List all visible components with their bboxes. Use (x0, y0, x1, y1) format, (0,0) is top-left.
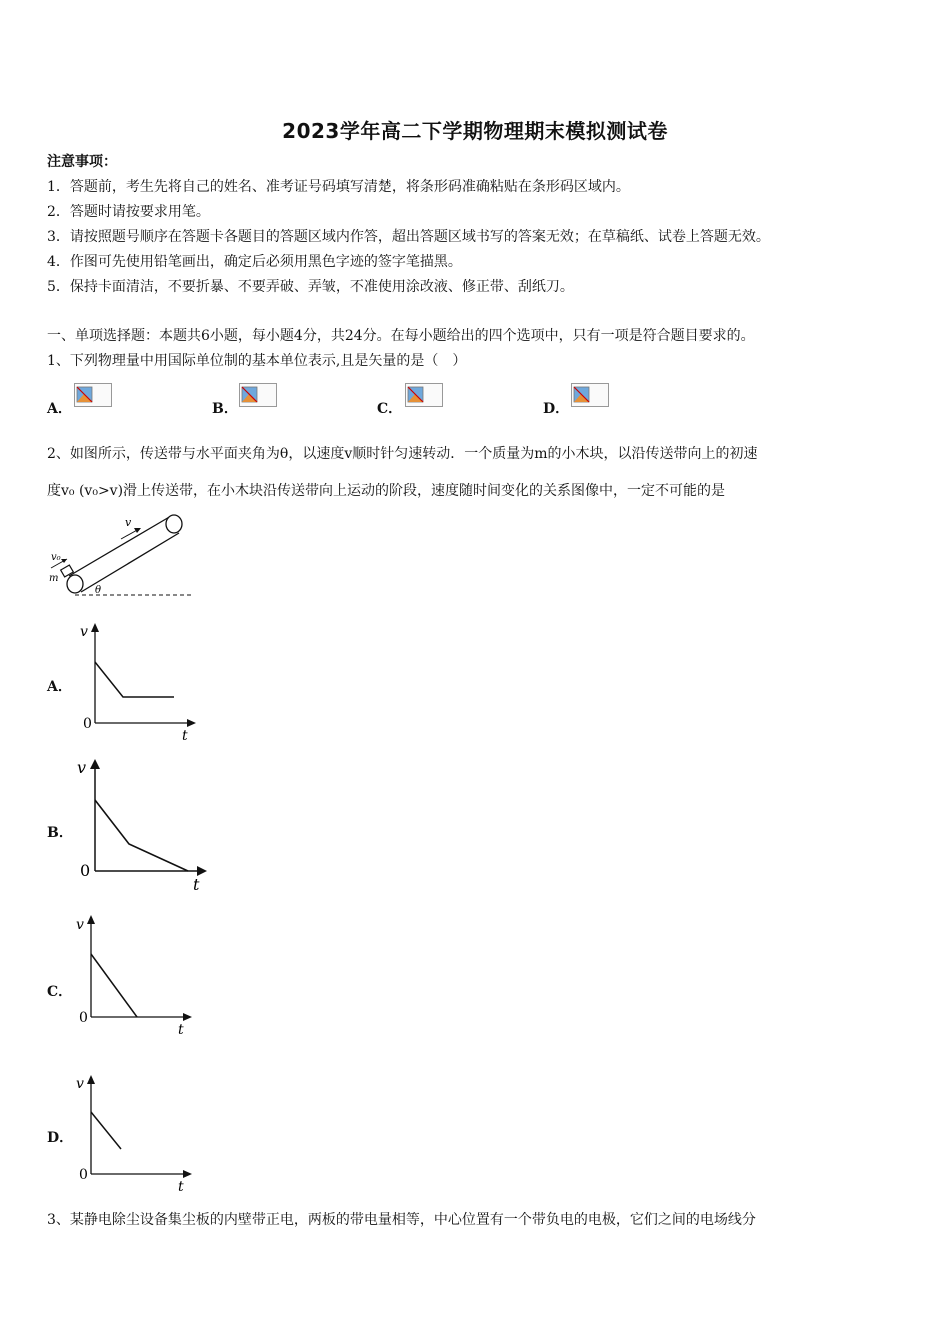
velocity-curve (95, 800, 188, 871)
x-label: t (193, 875, 200, 892)
y-label: v (76, 917, 84, 933)
x-label: t (182, 728, 188, 742)
origin-label: 0 (80, 861, 91, 880)
velocity-curve (91, 954, 137, 1017)
belt-top-edge (69, 516, 171, 576)
broken-image-icon (405, 383, 443, 407)
graph-b (76, 756, 212, 892)
q2-option-c-label: C． (47, 984, 73, 1000)
page-title: 2023学年高二下学期物理期末模拟测试卷 (282, 119, 668, 143)
question-3-stem: 3、某静电除尘设备集尘板的内壁带正电，两板的带电量相等，中心位置有一个带负电的电极，它们之间的电场线分 (47, 1212, 756, 1228)
x-label: t (178, 1179, 184, 1195)
broken-image-icon (571, 383, 609, 407)
velocity-curve (95, 662, 174, 697)
origin-label: 0 (83, 716, 92, 732)
q1-option-a-label: A． (47, 401, 72, 417)
q1-option-c-label: C． (377, 401, 403, 417)
q1-option-d-label: D． (543, 401, 570, 417)
y-label: v (77, 758, 87, 777)
top-roller (166, 515, 182, 533)
broken-image-icon (239, 383, 277, 407)
q2-option-b-label: B． (47, 825, 73, 841)
section-heading: 一、单项选择题：本题共6小题，每小题4分，共24分。在每小题给出的四个选项中，只有一项是符合题目要求的。 (47, 328, 755, 344)
q2-option-a-label: A． (47, 679, 72, 695)
question-1-stem: 1、下列物理量中用国际单位制的基本单位表示,且是矢量的是（ ） (47, 353, 467, 369)
label-v0: v₀ (51, 552, 61, 563)
origin-label: 0 (79, 1167, 88, 1183)
x-label: t (178, 1022, 184, 1038)
label-theta: θ (95, 585, 102, 596)
y-label: v (76, 1076, 84, 1092)
belt-bottom-edge (81, 533, 179, 592)
graph-c (74, 912, 196, 1038)
label-m: m (49, 573, 59, 584)
question-2-stem-line1: 2、如图所示，传送带与水平面夹角为θ，以速度v顺时针匀速转动．一个质量为m的小木块，以沿传送带向上的初速 (47, 446, 758, 462)
q2-option-d-label: D． (47, 1130, 74, 1146)
label-v: v (125, 516, 132, 529)
notice-item: 3．请按照题号顺序在答题卡各题目的答题区域内作答，超出答题区域书写的答案无效；在草稿纸、试卷上答题无效。 (47, 229, 770, 245)
origin-label: 0 (79, 1010, 88, 1026)
question-2-stem-line2: 度v₀ (v₀>v)滑上传送带，在小木块沿传送带向上运动的阶段，速度随时间变化的关系图像中，一定不可能的是 (47, 483, 726, 499)
notice-item: 1．答题前，考生先将自己的姓名、准考证号码填写清楚，将条形码准确粘贴在条形码区域内。 (47, 179, 630, 195)
y-label: v (80, 624, 88, 640)
broken-image-icon (74, 383, 112, 407)
notice-heading: 注意事项： (47, 154, 117, 170)
notice-item: 4．作图可先使用铅笔画出，确定后必须用黑色字迹的签字笔描黑。 (47, 254, 462, 270)
notice-item: 2．答题时请按要求用笔。 (47, 204, 210, 220)
velocity-curve (91, 1112, 121, 1149)
conveyor-belt-figure (45, 508, 195, 600)
graph-d (74, 1072, 196, 1196)
bottom-roller (67, 575, 83, 593)
q1-option-b-label: B． (212, 401, 238, 417)
graph-a (78, 620, 198, 742)
notice-item: 5．保持卡面清洁，不要折暴、不要弄破、弄皱，不准使用涂改液、修正带、刮纸刀。 (47, 279, 574, 295)
